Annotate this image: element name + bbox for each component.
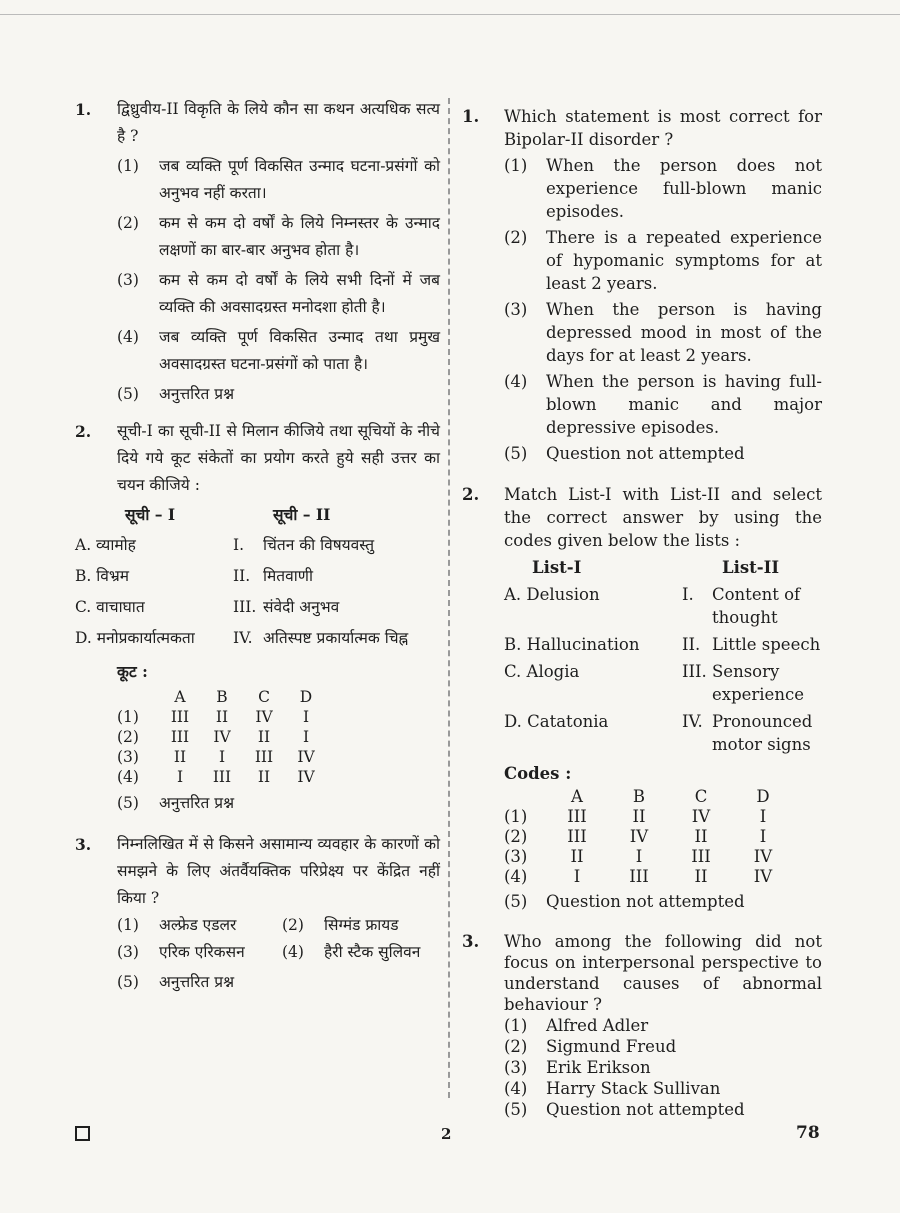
option: (1) अल्फ्रेड एडलर (117, 916, 237, 934)
option: (2) सिग्मंड फ्रायड (282, 916, 399, 934)
match-lists (75, 501, 440, 817)
english-question-2 (462, 483, 822, 913)
option: (4) Harry Stack Sullivan (504, 1079, 721, 1098)
question-number: 3. (462, 932, 480, 951)
option: (5) Question not attempted (504, 1100, 745, 1119)
question-number: 1. (75, 100, 92, 119)
list-row: D. Catatonia IV. Pronounced motor signs (504, 712, 813, 754)
option: (4) When the person is having full-blown manic and major depressive episodes. (504, 372, 822, 437)
hindi-question-3 (75, 831, 440, 996)
column-divider (448, 98, 450, 1098)
hindi-column (75, 96, 440, 1006)
codes-label: Codes : (504, 764, 572, 783)
page-number: 2 (441, 1125, 452, 1143)
hindi-question-2 (75, 418, 440, 499)
codes-table: A B C D (1) III II IV I (2) III IV II I (3) II I III IV (4) I III II IV (504, 787, 794, 887)
option: (1) Alfred Adler (504, 1016, 649, 1035)
question-number: 1. (462, 107, 480, 126)
page-top-edge (0, 14, 900, 15)
list-row: C. Alogia III. Sensory experience (504, 662, 804, 704)
codes-label: कूट : (117, 662, 148, 681)
question-stem: सूची-I का सूची-II से मिलान कीजिये तथा सूचियों के नीचे दिये गये कूट संकेतों का प्रयोग करते हुये सही उत्तर का चयन कीजिये : (117, 422, 440, 494)
option: (1) When the person does not experience full-blown manic episodes. (504, 156, 822, 221)
code-row: (2) III IV II I (117, 728, 310, 746)
option: (3) एरिक एरिकसन (117, 943, 245, 961)
option: (4) हैरी स्टैक सुलिवन (282, 943, 421, 961)
list-row: A. व्यामोह I. चिंतन की विषयवस्तु (75, 536, 375, 554)
question-stem: द्विध्रुवीय-II विकृति के लिये कौन सा कथन अत्यधिक सत्य है ? (117, 100, 440, 145)
option: (5) अनुत्तरित प्रश्न (117, 973, 235, 991)
code-row: (3) II I III IV (504, 847, 773, 866)
hindi-question-1 (75, 96, 440, 408)
question-number: 2. (462, 485, 480, 504)
question-number: 3. (75, 835, 92, 854)
question-stem: निम्नलिखित में से किसने असामान्य व्यवहार के कारणों को समझने के लिए अंतर्वैयक्तिक परिप्रेक्ष्य पर केंद्रित नहीं किया ? (117, 835, 440, 907)
list1-heading: List-I (532, 558, 582, 577)
list-row: B. विभ्रम II. मितवाणी (75, 567, 313, 585)
list1-heading: सूची – I (125, 505, 176, 524)
code-row: (4) I III II IV (504, 867, 773, 886)
list-row: D. मनोप्रकार्यात्मकता IV. अतिस्पष्ट प्रकार्यात्मक चिह्न (75, 629, 409, 647)
question-number: 2. (75, 422, 92, 441)
code-row: (2) III IV II I (504, 827, 767, 846)
option: (4) जब व्यक्ति पूर्ण विकसित उन्माद तथा प्रमुख अवसादग्रस्त घटना-प्रसंगों को पाता है। (117, 328, 440, 373)
option: (3) कम से कम दो वर्षों के लिये सभी दिनों में जब व्यक्ति की अवसादग्रस्त मनोदशा होती है। (117, 271, 440, 316)
option: (1) जब व्यक्ति पूर्ण विकसित उन्माद घटना-प्रसंगों को अनुभव नहीं करता। (117, 157, 440, 202)
question-stem: Who among the following did not focus on interpersonal perspective to understand causes of abnormal behaviour ? (504, 932, 822, 1014)
option: (5) Question not attempted (504, 444, 745, 463)
question-stem: Match List-I with List-II and select the correct answer by using the codes given below the lists : (504, 485, 822, 550)
list2-heading: List-II (722, 558, 780, 577)
english-column (462, 105, 822, 1130)
booklet-code: 78 (796, 1123, 820, 1143)
option: (2) There is a repeated experience of hypomanic symptoms for at least 2 years. (504, 228, 822, 293)
option: (5) अनुत्तरित प्रश्न (117, 385, 235, 403)
option: (2) Sigmund Freud (504, 1037, 677, 1056)
option: (3) When the person is having depressed mood in most of the days for at least 2 years. (504, 300, 822, 365)
option: (5) Question not attempted (504, 892, 745, 911)
square-marker-icon (75, 1126, 90, 1141)
code-row: (1) III II IV I (504, 807, 767, 826)
option: (5) अनुत्तरित प्रश्न (117, 794, 235, 812)
english-question-3 (462, 931, 822, 1120)
option: (3) Erik Erikson (504, 1058, 651, 1077)
english-question-1 (462, 105, 822, 465)
list2-heading: सूची – II (273, 505, 331, 524)
code-row: (3) II I III IV (117, 748, 315, 766)
list-row: A. Delusion I. Content of thought (504, 585, 801, 627)
codes-table: A B C D (1) III II IV I (2) III IV II I (3) II I III IV (4) I III II IV (117, 687, 327, 787)
option: (2) कम से कम दो वर्षों के लिये निम्नस्तर के उन्माद लक्षणों का बार-बार अनुभव होता है। (117, 214, 440, 259)
list-row: B. Hallucination II. Little speech (504, 635, 821, 654)
list-row: C. वाचाघात III. संवेदी अनुभव (75, 598, 340, 616)
code-row: (4) I III II IV (117, 768, 315, 786)
code-row: (1) III II IV I (117, 708, 310, 726)
question-stem: Which statement is most correct for Bipolar-II disorder ? (504, 107, 822, 149)
